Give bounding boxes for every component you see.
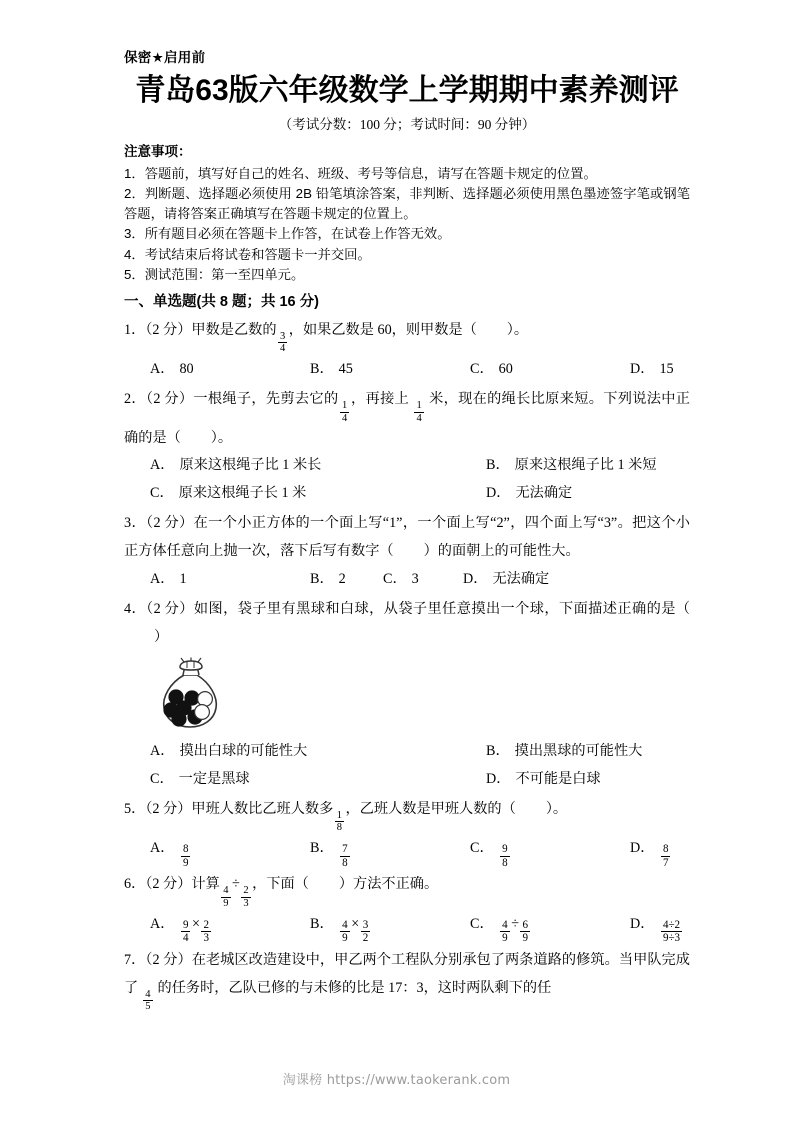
option-d[interactable] [630, 835, 672, 869]
option-b[interactable] [486, 452, 657, 480]
option-label: C． [470, 361, 494, 378]
fraction [661, 843, 671, 869]
fraction-denominator: 9 [502, 932, 508, 945]
option-c[interactable] [470, 835, 630, 869]
option-text: 摸出黑球的可能性大 [514, 743, 643, 760]
option-label: A． [150, 915, 175, 932]
fraction-denominator: 8 [502, 856, 508, 869]
question-3 [124, 510, 690, 594]
option-text: 1 [179, 571, 187, 588]
option-label: B． [486, 457, 510, 474]
option-text: 2 [338, 571, 346, 588]
option-label: C． [150, 485, 174, 502]
bag-icon [154, 657, 228, 731]
section-heading-single-choice: 一、单选题(共 8 题；共 16 分) [124, 294, 319, 311]
stem-text: 甲数是乙数的 [191, 321, 277, 338]
fraction-denominator: 3 [243, 897, 249, 909]
page-content [124, 50, 690, 1015]
question-stem [124, 317, 690, 356]
operator: ÷ [232, 876, 240, 893]
option-c[interactable] [470, 356, 630, 384]
stem-text: ，下面（ [252, 876, 309, 893]
option-b[interactable] [310, 566, 383, 594]
question-2 [124, 386, 690, 508]
fraction [278, 331, 287, 356]
option-text: 原来这根绳子长 1 米 [178, 485, 307, 502]
fraction-denominator: 2 [362, 932, 369, 945]
question-score: （2 分） [145, 391, 194, 408]
option-c[interactable] [150, 480, 486, 508]
question-number: 5． [124, 800, 146, 817]
fraction [361, 919, 371, 945]
fraction-denominator: 4 [341, 412, 348, 424]
watermark-url: https://www.taokerank.com [326, 1073, 511, 1088]
fraction [181, 919, 191, 945]
fraction-numerator: 4÷2 [662, 918, 681, 931]
option-row [124, 911, 690, 945]
option-grid [124, 738, 690, 793]
option-d[interactable] [463, 566, 549, 594]
option-d[interactable] [630, 911, 684, 945]
option-text: 摸出白球的可能性大 [179, 743, 308, 760]
question-5 [124, 796, 690, 870]
fraction [201, 919, 211, 945]
option-c[interactable] [470, 911, 630, 945]
stem-text: ）的面朝上的可能性大。 [423, 542, 580, 559]
fraction-denominator: 8 [336, 822, 343, 834]
option-b[interactable] [310, 356, 470, 384]
fraction-denominator: 9÷3 [662, 932, 681, 945]
question-6 [124, 871, 690, 945]
option-label: D． [630, 915, 655, 932]
option-label: B． [310, 361, 334, 378]
notice-item: 1．答题前，填写好自己的姓名、班级、考号等信息，请写在答题卡规定的位置。 [124, 165, 597, 181]
option-text: 80 [179, 361, 194, 378]
question-number: 4． [124, 600, 147, 617]
stem-text: ，再接上 [350, 391, 413, 408]
question-1 [124, 317, 690, 384]
question-4 [124, 596, 690, 794]
fraction-denominator: 4 [182, 932, 189, 945]
option-text: 原来这根绳子比 1 米长 [179, 457, 322, 474]
stem-text: ）方法不正确。 [338, 876, 439, 893]
option-label: A． [150, 457, 175, 474]
fraction-numerator: 1 [336, 809, 343, 821]
question-score: （2 分） [145, 876, 192, 893]
stem-text: 米，现在的绳长比原来短。下列说法中正确的是（ [124, 391, 690, 446]
fraction-numerator: 4 [223, 885, 229, 897]
option-c[interactable] [150, 766, 486, 794]
option-a[interactable] [150, 835, 310, 869]
question-stem [124, 386, 690, 452]
option-label: B． [310, 915, 334, 932]
fraction [500, 843, 510, 869]
option-d[interactable] [486, 766, 601, 794]
option-label: C． [470, 840, 494, 857]
option-row [124, 738, 690, 766]
question-stem [124, 510, 690, 565]
option-label: B． [486, 743, 510, 760]
fraction-numerator: 4 [502, 918, 508, 931]
fraction-numerator: 9 [182, 918, 189, 931]
question-score: （2 分） [146, 514, 194, 531]
option-label: C． [383, 571, 407, 588]
notice-item: 5．测试范围：第一至四单元。 [124, 266, 305, 282]
stem-text: ，乙班人数是甲班人数的（ [345, 800, 516, 817]
fraction-denominator: 9 [342, 932, 348, 945]
fraction-denominator: 9 [182, 856, 189, 869]
option-row [124, 452, 690, 480]
option-label: D． [486, 485, 511, 502]
stem-text: 在老城区改造建设中，甲乙两个工程队分别承包了两条道路的修筑。当甲队完成了 [124, 951, 690, 996]
option-b[interactable] [486, 738, 642, 766]
option-b[interactable] [310, 835, 470, 869]
option-row [124, 356, 690, 384]
fraction-denominator: 9 [223, 897, 229, 909]
fraction [335, 810, 344, 835]
fraction-denominator: 4 [416, 412, 422, 424]
fraction-numerator: 9 [502, 843, 508, 856]
stem-text: ） [154, 628, 169, 645]
stem-text: 如图，袋子里有黑球和白球，从袋子里任意摸出一个球，下面描述正确的是（ [193, 600, 690, 617]
option-text: 不可能是白球 [515, 770, 601, 787]
notice-heading: 注意事项： [124, 144, 192, 160]
fraction-denominator: 3 [203, 932, 210, 945]
option-d[interactable] [486, 480, 572, 508]
fraction-denominator: 5 [145, 1001, 151, 1013]
option-a[interactable] [150, 566, 310, 594]
option-label: D． [630, 361, 655, 378]
notice-item: 2．判断题、选择题必须使用 2B 铅笔填涂答案，非判断、选择题必须使用黑色墨迹签字笔或钢笔答题，请将答案正确填写在答题卡规定的位置上。 [124, 186, 690, 222]
fraction-numerator: 4 [342, 918, 348, 931]
option-text: 60 [498, 361, 513, 378]
stem-text: 一根绳子，先剪去它的 [193, 391, 339, 408]
fraction [340, 843, 350, 869]
question-number: 2． [124, 391, 146, 408]
question-stem [124, 871, 690, 910]
question-number: 1． [124, 321, 146, 338]
option-label: B． [310, 840, 334, 857]
option-c[interactable] [383, 566, 463, 594]
operator: × [351, 915, 360, 932]
fraction-denominator: 7 [662, 856, 669, 869]
stem-text: 在一个小正方体的一个面上写“1”，一个面上写“2”，四个面上写“3”。把这个小正方体任意向上抛一次，落下后写有数字（ [124, 514, 690, 559]
option-row [124, 835, 690, 869]
fraction [340, 919, 350, 945]
fraction [221, 885, 230, 910]
option-label: B． [310, 571, 334, 588]
fraction-numerator: 3 [362, 918, 369, 931]
exam-subtitle: （考试分数：100 分；考试时间：90 分钟） [278, 116, 536, 132]
option-label: D． [486, 770, 511, 787]
fraction-numerator: 7 [342, 843, 348, 856]
fraction [661, 919, 682, 945]
fraction-numerator: 8 [662, 843, 669, 856]
notice-item: 4．考试结束后将试卷和答题卡一并交回。 [124, 246, 371, 262]
watermark-brand: 淘课榜 [282, 1073, 323, 1088]
stem-text: 的任务时，乙队已修的与未修的比是 17：3，这时两队剩下的任 [154, 979, 552, 996]
fraction [340, 400, 349, 425]
fraction-numerator: 3 [280, 330, 286, 342]
question-number: 6． [124, 876, 146, 893]
option-a[interactable] [150, 452, 486, 480]
footer-watermark [0, 1069, 793, 1088]
option-label: A． [150, 361, 175, 378]
option-a[interactable] [150, 911, 310, 945]
fraction-numerator: 2 [243, 885, 249, 897]
fraction-numerator: 4 [145, 988, 151, 1000]
question-number: 7． [124, 951, 146, 968]
option-text: 3 [411, 571, 419, 588]
stem-text: ）。 [545, 800, 568, 817]
fraction-denominator: 9 [522, 932, 529, 945]
fraction [500, 919, 510, 945]
confidential-label: 保密★启用前 [124, 50, 206, 65]
option-b[interactable] [310, 911, 470, 945]
option-text: 原来这根绳子比 1 米短 [514, 457, 657, 474]
option-label: C． [150, 770, 174, 787]
stem-text: 计算 [191, 876, 220, 893]
operator: × [191, 915, 200, 932]
option-d[interactable] [630, 356, 674, 384]
option-text: 45 [338, 361, 353, 378]
fraction [143, 989, 152, 1014]
fraction-denominator: 8 [342, 856, 348, 869]
option-grid [124, 452, 690, 507]
fraction [181, 843, 191, 869]
question-score: （2 分） [145, 800, 192, 817]
option-label: C． [470, 915, 494, 932]
fraction [241, 885, 250, 910]
question-number: 3． [124, 514, 147, 531]
option-a[interactable] [150, 356, 310, 384]
question-score: （2 分） [145, 951, 192, 968]
option-a[interactable] [150, 738, 486, 766]
stem-text: 甲班人数比乙班人数多 [191, 800, 334, 817]
question-stem [124, 596, 690, 651]
question-score: （2 分） [145, 321, 192, 338]
option-text: 无法确定 [515, 485, 573, 502]
fraction [520, 919, 530, 945]
fraction [414, 400, 423, 425]
option-row [124, 766, 690, 794]
question-score: （2 分） [146, 600, 194, 617]
notice-item: 3．所有题目必须在答题卡上作答，在试卷上作答无效。 [124, 226, 451, 242]
page-title: 青岛63版六年级数学上学期期中素养测评 [135, 74, 679, 108]
option-row [124, 480, 690, 508]
question-stem [124, 796, 690, 835]
option-label: D． [463, 571, 488, 588]
question-stem [124, 947, 690, 1013]
option-text: 15 [659, 361, 674, 378]
option-label: D． [630, 840, 655, 857]
fraction-numerator: 6 [522, 918, 529, 931]
option-row [124, 566, 690, 594]
option-label: A． [150, 840, 175, 857]
question-7 [124, 947, 690, 1013]
stem-text: ）。 [210, 429, 233, 446]
option-label: A． [150, 743, 175, 760]
fraction-numerator: 2 [203, 918, 210, 931]
stem-text: ）。 [506, 321, 529, 338]
stem-text: ，如果乙数是 60，则甲数是（ [288, 321, 477, 338]
option-label: A． [150, 571, 175, 588]
fraction-numerator: 1 [341, 400, 348, 412]
operator: ÷ [511, 915, 519, 932]
fraction-denominator: 4 [280, 343, 286, 355]
option-text: 无法确定 [492, 571, 550, 588]
fraction-numerator: 8 [182, 843, 189, 856]
fraction-numerator: 1 [416, 400, 422, 412]
option-text: 一定是黑球 [178, 770, 250, 787]
bag-with-black-and-white-balls-figure [124, 657, 690, 736]
